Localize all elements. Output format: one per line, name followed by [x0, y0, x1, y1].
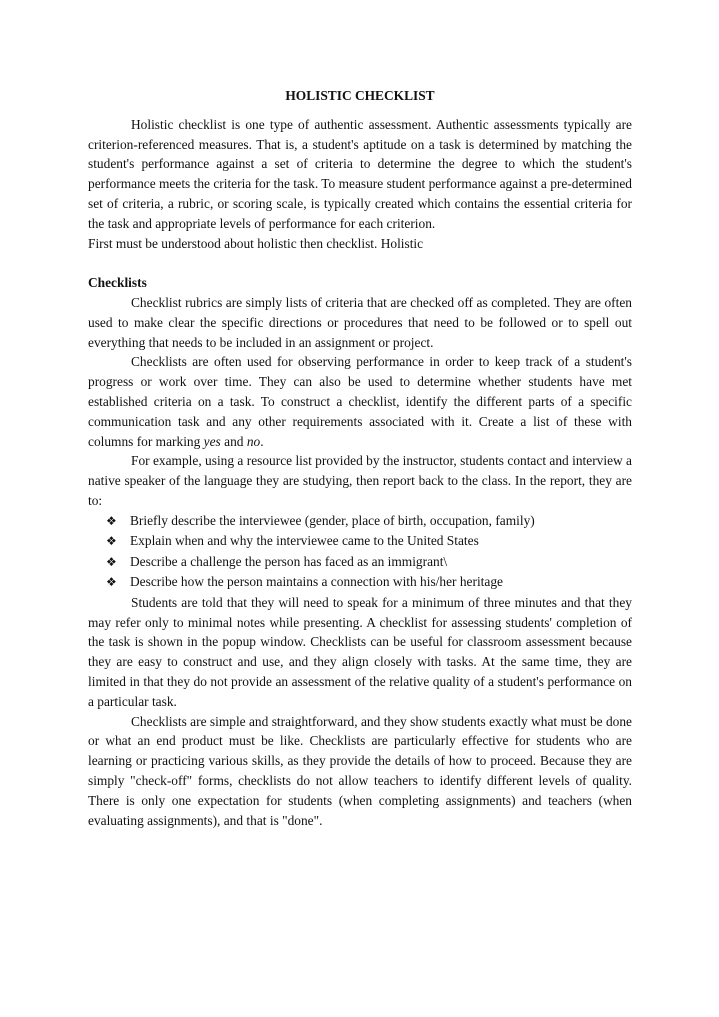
checklists-paragraph-5: Checklists are simple and straightforward, and they show students exactly what must be done or what an end product must be like. Checklists are particularly effective for students who are learning or practicing various skills, as they provide the details of how to proceed. Because they are simply "check-off" forms, checklists do not allow teachers to identify different levels of quality. There is only one expectation for students (when completing assignments) and teachers (when evaluating assignments), and that is "done".: [88, 713, 632, 828]
checklists-paragraph-3: For example, using a resource list provided by the instructor, students contact and interview a native speaker of the language they are studying, then report back to the class. In the report, they are to:: [88, 453, 632, 508]
checklists-paragraph-2: [88, 352, 632, 451]
diamond-bullet-icon: ❖: [106, 554, 117, 569]
list-item: [106, 531, 632, 552]
paragraph-2-text: Checklists are often used for observing performance in order to keep track of a student's progress or work over time. They can also be used to determine whether students have met established criteria on a task. To construct a checklist, identify the different parts of a specific communication task and any other requirements associated with it. Create a list of these with columns for marking: [88, 354, 632, 449]
page-title: HOLISTIC CHECKLIST: [285, 88, 435, 103]
list-item-text: Describe a challenge the person has faced as an immigrant\: [130, 553, 448, 569]
list-item: [106, 552, 632, 573]
diamond-bullet-icon: ❖: [106, 575, 117, 590]
checklists-paragraph-4: Students are told that they will need to speak for a minimum of three minutes and that they may refer only to minimal notes while presenting. A checklist for assessing students' completion of the task is shown in the popup window. Checklists can be useful for classroom assessment because they are easy to construct and use, and they align closely with tasks. At the same time, they are limited in that they do not provide an assessment of the relative quality of a student's performance on a particular task.: [88, 594, 632, 709]
document-page: [88, 86, 632, 830]
checklists-paragraph-1: Checklist rubrics are simply lists of criteria that are checked off as completed. They are often used to make clear the specific directions or procedures that need to be followed or to spell out everything that needs to be included in an assignment or project.: [88, 294, 632, 350]
list-item-text: Briefly describe the interviewee (gender, place of birth, occupation, family): [130, 512, 535, 528]
list-item-text: Describe how the person maintains a connection with his/her heritage: [130, 574, 503, 590]
list-item: [106, 572, 632, 593]
intro-paragraph: Holistic checklist is one type of authentic assessment. Authentic assessments typically are criterion-referenced measures. That is, a student's aptitude on a task is determined by matching the student's performance against a set of criteria to determine the degree to which the student's performance meets the criteria for the task. To measure student performance against a pre-determined set of criteria, a rubric, or scoring scale, is typically created which contains the essential criteria for the task and appropriate levels of performance for each criterion.: [88, 116, 632, 231]
diamond-bullet-icon: ❖: [106, 534, 117, 549]
list-item: [106, 511, 632, 532]
paragraph-2-end: .: [260, 433, 264, 449]
intro-line: First must be understood about holistic then checklist. Holistic: [88, 235, 424, 251]
blank-line: [88, 253, 632, 273]
diamond-bullet-icon: ❖: [106, 513, 117, 528]
checklists-heading: Checklists: [88, 275, 147, 291]
report-bullet-list: [88, 511, 632, 593]
list-item-text: Explain when and why the interviewee came to the United States: [130, 533, 479, 549]
yes-word: yes: [203, 433, 221, 449]
no-word: no: [246, 433, 261, 449]
and-word: and: [220, 433, 247, 449]
